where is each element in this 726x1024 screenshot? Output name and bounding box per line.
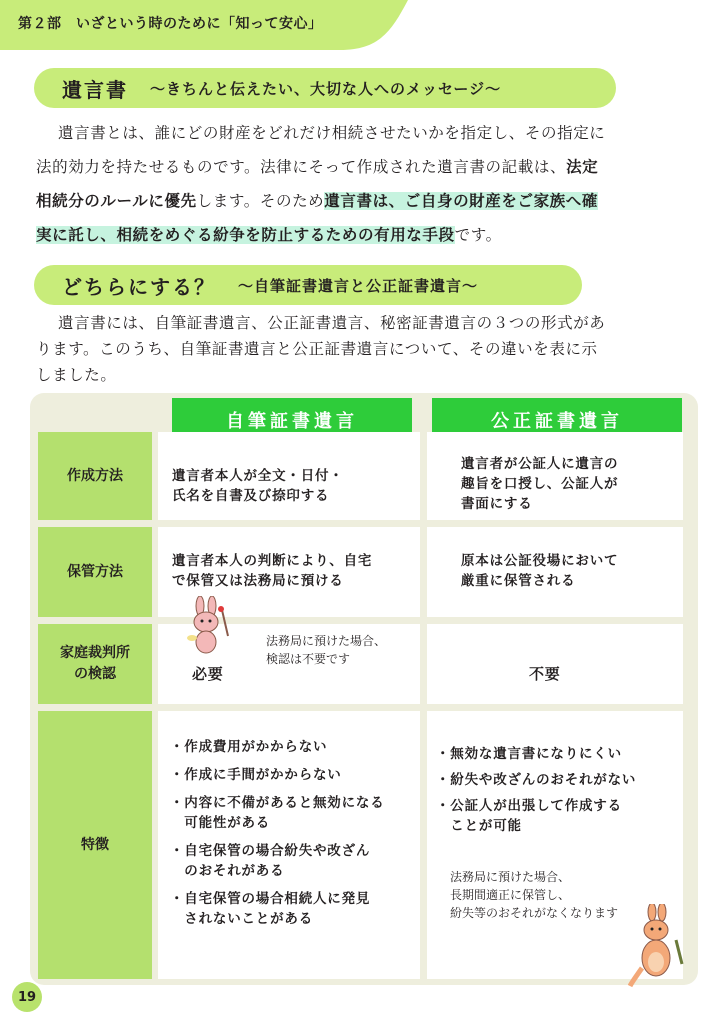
text-run: です。 [454,226,502,244]
paragraph-line: ります。このうち、自筆証書遺言と公正証書遺言について、その違いを表に示 [36,340,598,358]
features-list-holographic [170,737,385,929]
cell-line: 遺言者が公証人に遺言の [461,456,619,472]
cell-probate-notarial [427,624,683,704]
paragraph-line [36,218,696,252]
cell-line: 必要 [192,665,224,683]
row-label-text: 保管方法 [67,563,123,580]
section-heading-will [34,68,616,108]
cell-creation-notarial [427,432,683,520]
cell-storage-notarial [427,527,683,617]
heading-subtitle: ～自筆証書遺言と公正証書遺言～ [238,276,479,295]
row-label-text: 家庭裁判所 [60,645,130,661]
heading-subtitle: ～きちんと伝えたい、大切な人へのメッセージ～ [150,79,502,98]
page-number [12,982,42,1012]
feature-item: ・自宅保管の場合紛失や改ざん [170,843,371,859]
cell-line: 趣旨を口授し、公証人が [461,476,619,492]
section-heading-which [34,265,582,305]
speech-bubble-storage [434,854,656,938]
feature-item: されないことがある [170,911,313,927]
bubble-line: 検認は不要です [266,652,351,666]
cell-line: 氏名を自書及び捺印する [172,488,330,504]
feature-item: ことが可能 [436,818,522,834]
bold-text: 相続分のルールに優先 [36,192,197,210]
feature-item: のおそれがある [170,863,285,879]
speech-bubble-tail [236,656,256,672]
cell-line: 不要 [529,665,561,683]
row-label-court-probate [38,624,152,704]
feature-item: 可能性がある [170,815,271,831]
comparison-intro-paragraph [36,310,696,388]
row-label-creation [38,432,152,520]
cell-line: 遺言者本人の判断により、自宅 [172,553,373,569]
bubble-line: 法務局に預けた場合、 [266,634,387,648]
rabbit-mascot-icon [182,596,234,658]
text-run: します。そのため [196,192,325,210]
section-tab-label: 第２部 いざという時のために「知って安心」 [18,16,323,32]
feature-item: ・無効な遺言書になりにくい [436,746,622,762]
cell-line: 厳重に保管される [461,573,576,589]
bold-text: 法定 [566,158,599,176]
heading-title: どちらにする？ [62,274,216,299]
feature-item: ・公証人が出張して作成する [436,798,622,814]
intro-paragraph [36,116,696,252]
cell-line: 遺言者本人が全文・日付・ [172,468,344,484]
row-label-text: 作成方法 [67,467,123,484]
paragraph-line: しました。 [36,366,117,384]
cell-line: 書面にする [461,496,533,512]
cell-line: で保管又は法務局に預ける [172,573,344,589]
text-run: 法的効力を持たせるものです。法律にそって作成された遺言書の記載は、 [36,158,567,176]
paragraph-line [36,150,696,184]
feature-item: ・自宅保管の場合相続人に発見 [170,891,371,907]
row-label-text: 特徴 [81,836,109,853]
feature-item: ・内容に不備があると無効になる [170,795,385,811]
row-label-storage [38,527,152,617]
feature-item: ・紛失や改ざんのおそれがない [436,772,637,788]
bubble-line: 法務局に預けた場合、 [450,870,571,884]
features-list-notarial [436,744,636,836]
row-label-features [38,711,152,979]
paragraph-line [36,184,696,218]
row-label-text: の検認 [74,666,116,682]
heading-title: 遺言書 [62,77,128,102]
cell-creation-holographic [158,432,420,520]
feature-item: ・作成に手間がかからない [170,767,342,783]
highlighted-text: 実に託し、相続をめぐる紛争を防止するための有用な手段 [36,226,455,244]
paragraph-line: 遺言書とは、誰にどの財産をどれだけ相続させたいかを指定し、その指定に [58,124,606,142]
column-header-label: 公正証書遺言 [491,411,623,432]
section-tab [0,0,408,50]
highlighted-text: 遺言書は、ご自身の財産をご家族へ確 [324,192,598,210]
paragraph-line: 遺言書には、自筆証書遺言、公正証書遺言、秘密証書遺言の３つの形式があ [58,314,606,332]
bubble-line: 長期間適正に保管し、 [450,888,571,902]
page-number-text: 19 [17,989,37,1005]
feature-item: ・作成費用がかからない [170,739,328,755]
column-header-label: 自筆証書遺言 [226,411,358,432]
speech-bubble-probate [248,626,414,672]
cell-line: 原本は公証役場において [461,553,619,569]
kangaroo-mascot-icon [628,904,692,988]
bubble-line: 紛失等のおそれがなくなります [450,906,619,920]
